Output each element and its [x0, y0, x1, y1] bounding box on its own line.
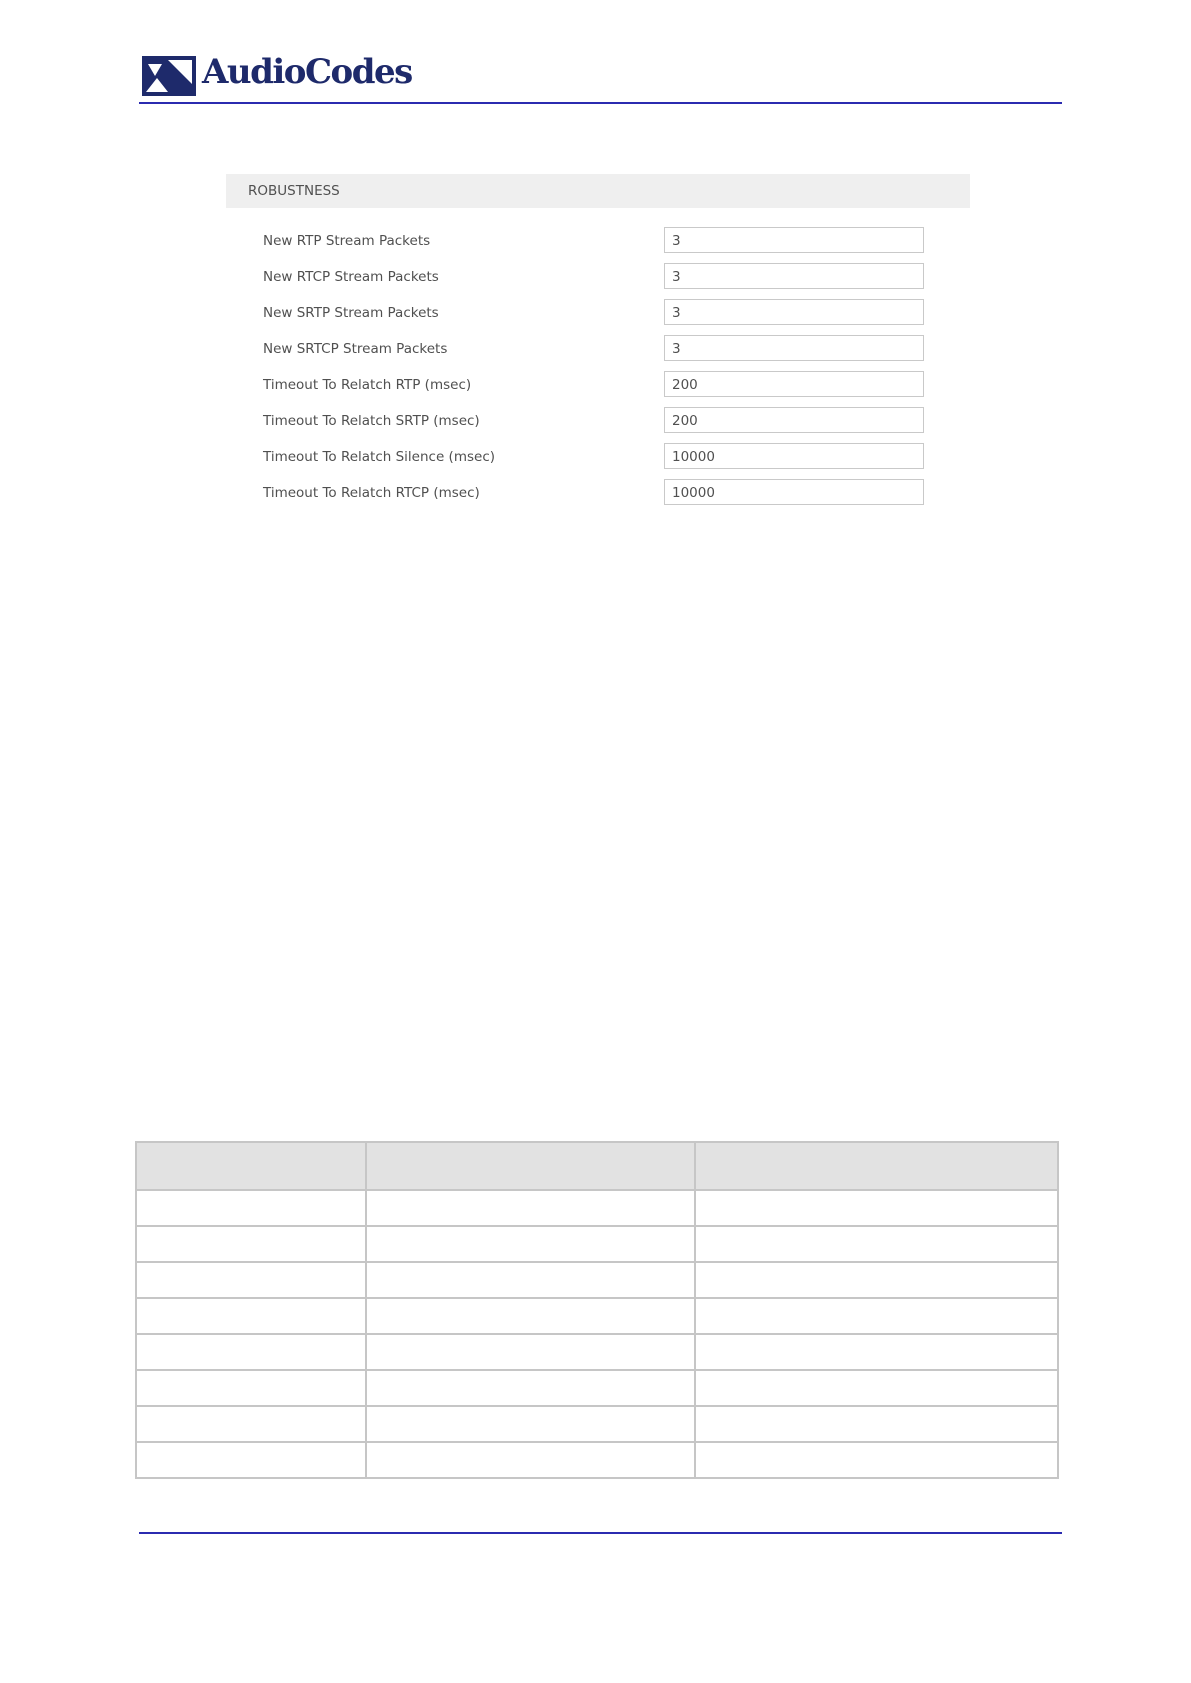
section-title: ROBUSTNESS — [248, 183, 340, 199]
field-label: Timeout To Relatch SRTP (msec) — [263, 413, 480, 429]
field-timeout-relatch-rtcp — [226, 479, 970, 507]
table-cell — [366, 1262, 695, 1298]
new-rtp-stream-packets-input[interactable] — [664, 227, 924, 253]
table-cell — [695, 1442, 1058, 1478]
timeout-relatch-silence-input[interactable] — [664, 443, 924, 469]
field-value: 200 — [672, 377, 698, 393]
table-cell — [695, 1226, 1058, 1262]
field-label: Timeout To Relatch RTCP (msec) — [263, 485, 480, 501]
field-new-rtp-stream-packets — [226, 227, 970, 255]
table-cell — [366, 1334, 695, 1370]
new-srtcp-stream-packets-input[interactable] — [664, 335, 924, 361]
table-cell — [695, 1370, 1058, 1406]
table-header-row — [136, 1142, 1058, 1190]
table-header-cell — [695, 1142, 1058, 1190]
parameters-table — [135, 1141, 1059, 1479]
table-row — [136, 1334, 1058, 1370]
field-label: New RTCP Stream Packets — [263, 269, 439, 285]
table-cell — [136, 1262, 366, 1298]
table-cell — [136, 1190, 366, 1226]
new-srtp-stream-packets-input[interactable] — [664, 299, 924, 325]
table-header-cell — [366, 1142, 695, 1190]
table-row — [136, 1298, 1058, 1334]
table-cell — [366, 1298, 695, 1334]
table-cell — [695, 1406, 1058, 1442]
field-label: Timeout To Relatch RTP (msec) — [263, 377, 472, 393]
table-cell — [366, 1370, 695, 1406]
field-value: 3 — [672, 233, 681, 249]
new-rtcp-stream-packets-input[interactable] — [664, 263, 924, 289]
timeout-relatch-rtcp-input[interactable] — [664, 479, 924, 505]
table-cell — [136, 1298, 366, 1334]
field-new-srtcp-stream-packets — [226, 335, 970, 363]
table-row — [136, 1262, 1058, 1298]
table-header-cell — [136, 1142, 366, 1190]
field-label: New RTP Stream Packets — [263, 233, 431, 249]
table-row — [136, 1370, 1058, 1406]
field-timeout-relatch-silence — [226, 443, 970, 471]
header-rule — [139, 102, 1062, 104]
field-new-srtp-stream-packets — [226, 299, 970, 327]
table-cell — [695, 1298, 1058, 1334]
table-row — [136, 1190, 1058, 1226]
table-cell — [366, 1442, 695, 1478]
table-cell — [136, 1442, 366, 1478]
field-new-rtcp-stream-packets — [226, 263, 970, 291]
table-cell — [136, 1226, 366, 1262]
table-cell — [366, 1226, 695, 1262]
timeout-relatch-rtp-input[interactable] — [664, 371, 924, 397]
field-label: New SRTP Stream Packets — [263, 305, 439, 321]
table-row — [136, 1226, 1058, 1262]
timeout-relatch-srtp-input[interactable] — [664, 407, 924, 433]
field-timeout-relatch-rtp — [226, 371, 970, 399]
field-label: New SRTCP Stream Packets — [263, 341, 448, 357]
table-row — [136, 1442, 1058, 1478]
table-cell — [366, 1190, 695, 1226]
footer-rule — [139, 1532, 1062, 1534]
table-cell — [136, 1370, 366, 1406]
audiocodes-logo-icon — [142, 56, 196, 96]
field-value: 3 — [672, 305, 681, 321]
field-timeout-relatch-srtp — [226, 407, 970, 435]
table-cell — [695, 1334, 1058, 1370]
table-cell — [366, 1406, 695, 1442]
table-cell — [695, 1262, 1058, 1298]
field-label: Timeout To Relatch Silence (msec) — [263, 449, 496, 465]
field-value: 10000 — [672, 449, 715, 465]
table-row — [136, 1406, 1058, 1442]
table-cell — [695, 1190, 1058, 1226]
field-value: 3 — [672, 269, 681, 285]
brand-name: AudioCodes — [202, 52, 412, 92]
field-value: 10000 — [672, 485, 715, 501]
table-cell — [136, 1334, 366, 1370]
table-cell — [136, 1406, 366, 1442]
field-value: 200 — [672, 413, 698, 429]
field-value: 3 — [672, 341, 681, 357]
robustness-section-header — [226, 174, 970, 208]
